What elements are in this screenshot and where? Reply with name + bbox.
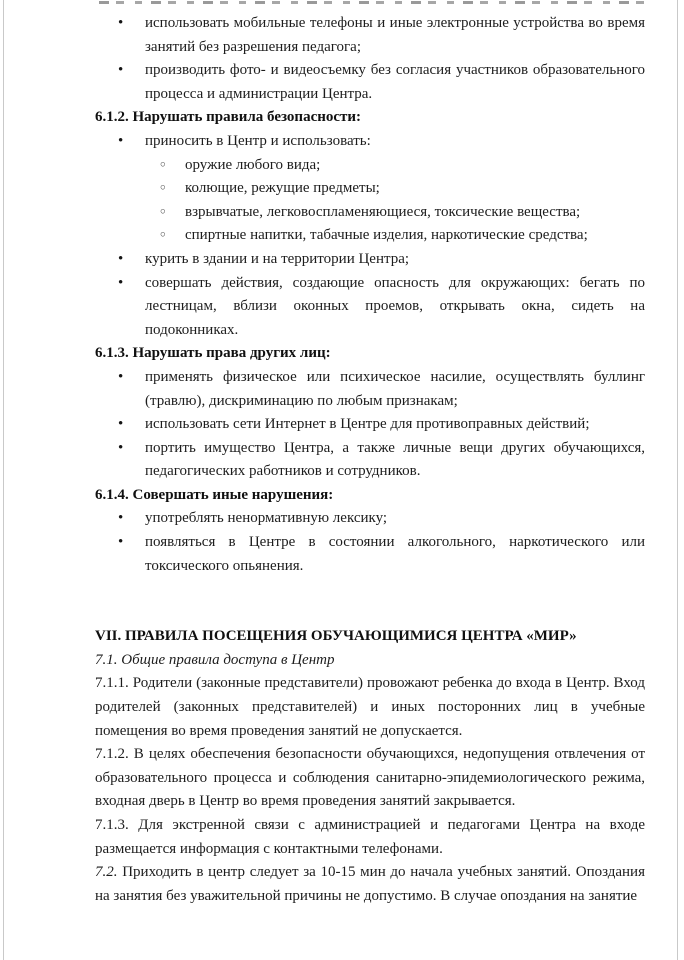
- bullet-icon: •: [118, 368, 124, 385]
- list-item: [95, 130, 645, 154]
- list-item: [95, 272, 645, 343]
- page-right-edge: [677, 0, 678, 960]
- list-item-text: использовать сети Интернет в Центре для противоправных действий;: [145, 416, 590, 433]
- bullet-icon: •: [118, 250, 124, 267]
- section-7: [95, 625, 645, 908]
- circle-bullet-icon: ○: [160, 159, 166, 170]
- bullet-icon: •: [118, 15, 124, 31]
- bullet-icon: •: [118, 534, 124, 551]
- cutoff-text-strip: [99, 1, 645, 4]
- circle-bullet-icon: ○: [160, 206, 166, 217]
- paragraph-712: 7.1.2. В целях обеспечения безопасности обучающихся, недопущения отвлечения от образовательного процесса и соблюдения санитарно-эпидемиологического режима, входная дверь в Центр во время проведения занятий закрывается.: [95, 746, 645, 810]
- list-item-text: употреблять ненормативную лексику;: [145, 510, 388, 527]
- bullet-icon: •: [118, 439, 124, 456]
- paragraph-713: 7.1.3. Для экстренной связи с администрацией и педагогами Центра на входе размещается информация с контактными телефонами.: [95, 817, 645, 857]
- list-item-text: портить имущество Центра, а также личные вещи других обучающихся, педагогических работников и сотрудников.: [145, 439, 645, 480]
- list-item: [95, 12, 645, 59]
- list-item-text: производить фото- и видеосъемку без согласия участников образовательного процесса и администрации Центра.: [145, 62, 645, 102]
- list-item-text: использовать мобильные телефоны и иные электронные устройства во время занятий без разрешения педагога;: [145, 15, 645, 55]
- sub-list-item-text: взрывчатые, легковоспламеняющиеся, токсические вещества;: [185, 203, 581, 220]
- list-item-text: совершать действия, создающие опасность для окружающих: бегать по лестницам, вблизи оконных проемов, открывать окна, сидеть на подоконниках.: [145, 274, 645, 338]
- section-heading-612: 6.1.2. Нарушать правила безопасности:: [95, 109, 362, 126]
- paragraph-711: 7.1.1. Родители (законные представители) провожают ребенка до входа в Центр. Вход родителей (законных представителей) и иных посторонних лиц в учебные помещения во время проведения занятий не допускается.: [95, 675, 645, 739]
- sub-list-item-text: оружие любого вида;: [185, 156, 321, 173]
- list-item-text: приносить в Центр и использовать:: [145, 132, 371, 149]
- list-item: [95, 366, 645, 413]
- list-item-text: появляться в Центре в состоянии алкогольного, наркотического или токсического опьянения.: [145, 534, 645, 574]
- list-item-text: применять физическое или психическое насилие, осуществлять буллинг (травлю), дискриминацию по любым признакам;: [145, 368, 645, 409]
- circle-bullet-icon: ○: [160, 183, 166, 194]
- section-heading-614: 6.1.4. Совершать иные нарушения:: [95, 486, 334, 503]
- bullet-icon: •: [118, 132, 124, 149]
- sub-list-item: [95, 154, 645, 178]
- bullet-icon: •: [118, 62, 124, 79]
- section-7-1-subheading: 7.1. Общие правила доступа в Центр: [95, 651, 335, 668]
- list-item: [95, 437, 645, 484]
- list-item: [95, 248, 645, 272]
- list-item: [95, 507, 645, 531]
- sub-list-item: [95, 177, 645, 201]
- list-item-text: курить в здании и на территории Центра;: [145, 250, 410, 267]
- bullet-icon: •: [118, 274, 124, 291]
- section-heading-613: 6.1.3. Нарушать права других лиц:: [95, 345, 331, 362]
- bullet-icon: •: [118, 416, 124, 433]
- paragraph-72-number: 7.2.: [95, 864, 118, 881]
- paragraph-72: [95, 861, 645, 908]
- section-7-heading: VII. ПРАВИЛА ПОСЕЩЕНИЯ ОБУЧАЮЩИМИСЯ ЦЕНТРА «МИР»: [95, 628, 577, 645]
- page-left-edge: [3, 0, 4, 960]
- sub-list-item-text: колющие, режущие предметы;: [185, 180, 380, 197]
- list-item: [95, 531, 645, 578]
- sub-list-item: [95, 201, 645, 225]
- paragraph-72-text: Приходить в центр следует за 10-15 мин до начала учебных занятий. Опоздания на занятия без уважительной причины не допустимо. В случае опоздания на занятие: [95, 864, 645, 904]
- circle-bullet-icon: ○: [160, 230, 166, 241]
- list-item: [95, 59, 645, 106]
- bullet-icon: •: [118, 510, 124, 527]
- sub-list-item-text: спиртные напитки, табачные изделия, наркотические средства;: [185, 227, 588, 244]
- list-item: [95, 413, 645, 437]
- sub-list-item: [95, 224, 645, 248]
